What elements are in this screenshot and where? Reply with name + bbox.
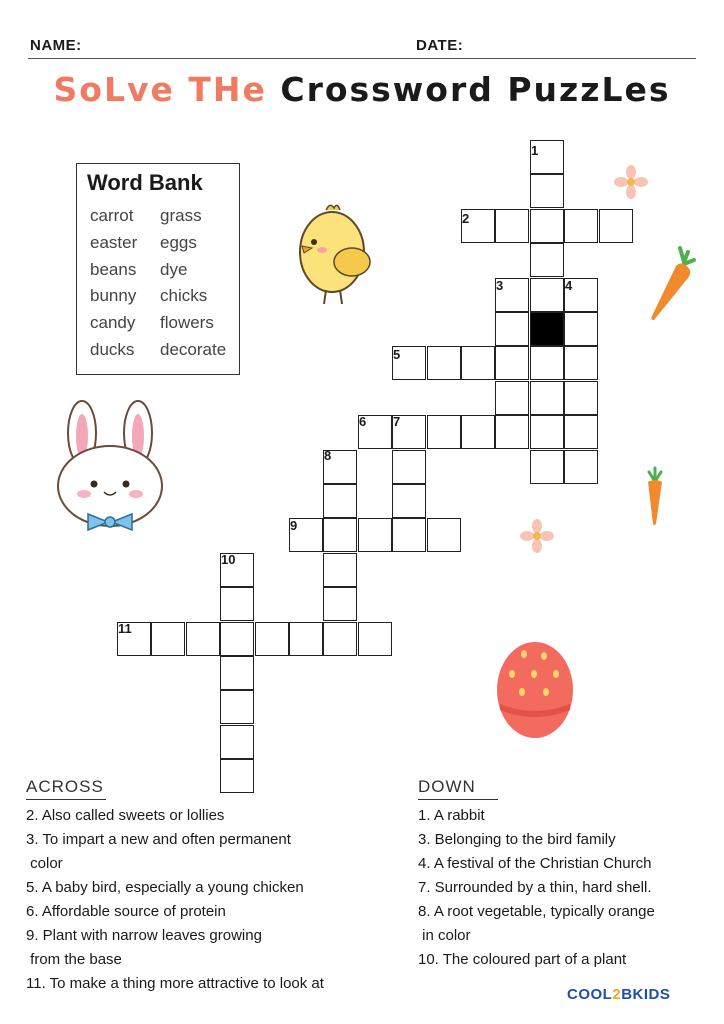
across-clue: 6. Affordable source of protein (26, 903, 226, 920)
crossword-cell[interactable] (220, 725, 254, 759)
clue-number: 1 (531, 143, 539, 158)
across-clue: color (26, 855, 63, 872)
down-clue: in color (418, 927, 471, 944)
crossword-cell[interactable] (530, 209, 564, 243)
across-clue: 2. Also called sweets or lollies (26, 807, 225, 824)
crossword-cell[interactable] (323, 518, 357, 552)
crossword-cell[interactable] (186, 622, 220, 656)
crossword-cell[interactable] (392, 518, 426, 552)
clue-number: 8 (324, 448, 332, 463)
crossword-cell[interactable] (151, 622, 185, 656)
down-clue: 4. A festival of the Christian Church (418, 855, 652, 872)
date-label: DATE: (416, 37, 464, 54)
down-clue: 3. Belonging to the bird family (418, 831, 616, 848)
across-clue: from the base (26, 951, 122, 968)
bunny-icon (52, 398, 168, 536)
crossword-cell[interactable] (255, 622, 289, 656)
crossword-cell[interactable] (530, 243, 564, 277)
down-clue-list (418, 804, 655, 972)
crossword-cell[interactable] (564, 209, 598, 243)
word-bank-word: chicks (160, 286, 208, 305)
down-clue: 7. Surrounded by a thin, hard shell. (418, 879, 652, 896)
crossword-cell[interactable] (323, 622, 357, 656)
crossword-cell[interactable] (461, 415, 495, 449)
crossword-cell[interactable] (530, 450, 564, 484)
crossword-cell[interactable] (495, 312, 529, 346)
across-clue-list (26, 804, 324, 996)
crossword-block-cell (530, 312, 564, 346)
crossword-cell[interactable] (564, 381, 598, 415)
crossword-cell[interactable] (495, 415, 529, 449)
clue-number: 2 (462, 211, 470, 226)
carrot-small-icon (644, 466, 666, 526)
crossword-cell[interactable] (495, 209, 529, 243)
crossword-cell[interactable] (392, 484, 426, 518)
clue-number: 6 (359, 414, 367, 429)
down-clue: 10. The coloured part of a plant (418, 951, 627, 968)
crossword-cell[interactable] (392, 450, 426, 484)
word-bank-word: ducks (90, 340, 135, 359)
easter-egg-icon (494, 634, 576, 740)
flower-icon (614, 165, 648, 199)
logo (567, 986, 670, 1003)
clue-number: 5 (393, 347, 401, 362)
name-label: NAME: (30, 37, 82, 54)
word-bank-word: candy (90, 313, 136, 332)
logo-part3: BKIDS (621, 986, 671, 1003)
crossword-cell[interactable] (323, 553, 357, 587)
logo-part1: COOL (567, 986, 613, 1003)
crossword-cell[interactable] (289, 622, 323, 656)
crossword-cell[interactable] (220, 587, 254, 621)
down-clue: 8. A root vegetable, typically orange (418, 903, 655, 920)
clue-number: 3 (496, 278, 504, 293)
crossword-cell[interactable] (461, 346, 495, 380)
crossword-cell[interactable] (427, 346, 461, 380)
down-heading: DOWN (418, 777, 498, 800)
title-part1: SoLve THe (53, 70, 267, 109)
clue-number: 4 (565, 278, 573, 293)
across-clue: 5. A baby bird, especially a young chicken (26, 879, 304, 896)
word-bank-title: Word Bank (87, 170, 203, 195)
word-bank-word: grass (160, 206, 202, 225)
across-heading: ACROSS (26, 777, 106, 800)
carrot-icon (648, 244, 698, 324)
word-bank-word: easter (90, 233, 138, 252)
crossword-cell[interactable] (495, 346, 529, 380)
down-clue: 1. A rabbit (418, 807, 485, 824)
across-clue: 3. To impart a new and often permanent (26, 831, 291, 848)
crossword-cell[interactable] (220, 690, 254, 724)
flower-icon (520, 519, 554, 553)
word-bank-word: decorate (160, 340, 227, 359)
word-bank-word: carrot (90, 206, 134, 225)
word-bank-word: bunny (90, 286, 137, 305)
word-bank-word: beans (90, 260, 137, 279)
word-bank-word: flowers (160, 313, 214, 332)
title-part2: Crossword PuzzLes (280, 70, 671, 109)
crossword-cell[interactable] (530, 174, 564, 208)
clue-number: 11 (118, 621, 132, 636)
crossword-cell[interactable] (530, 278, 564, 312)
crossword-cell[interactable] (495, 381, 529, 415)
clue-number: 10 (221, 552, 236, 567)
clue-number: 7 (393, 414, 401, 429)
crossword-cell[interactable] (564, 450, 598, 484)
across-clue: 9. Plant with narrow leaves growing (26, 927, 262, 944)
crossword-cell[interactable] (599, 209, 633, 243)
crossword-cell[interactable] (323, 587, 357, 621)
crossword-cell[interactable] (530, 381, 564, 415)
crossword-cell[interactable] (530, 415, 564, 449)
crossword-cell[interactable] (220, 759, 254, 793)
crossword-cell[interactable] (358, 518, 392, 552)
crossword-cell[interactable] (564, 415, 598, 449)
word-bank-word: dye (160, 260, 188, 279)
crossword-cell[interactable] (427, 415, 461, 449)
chick-icon (292, 200, 378, 310)
crossword-cell[interactable] (427, 518, 461, 552)
crossword-cell[interactable] (323, 484, 357, 518)
clue-number: 9 (290, 518, 298, 533)
crossword-cell[interactable] (358, 622, 392, 656)
across-clue: 11. To make a thing more attractive to look at (26, 975, 324, 992)
crossword-cell[interactable] (530, 346, 564, 380)
crossword-cell[interactable] (564, 312, 598, 346)
word-bank-word: eggs (160, 233, 197, 252)
crossword-cell[interactable] (564, 346, 598, 380)
crossword-cell[interactable] (220, 622, 254, 656)
crossword-cell[interactable] (220, 656, 254, 690)
logo-part2: 2 (612, 986, 622, 1003)
